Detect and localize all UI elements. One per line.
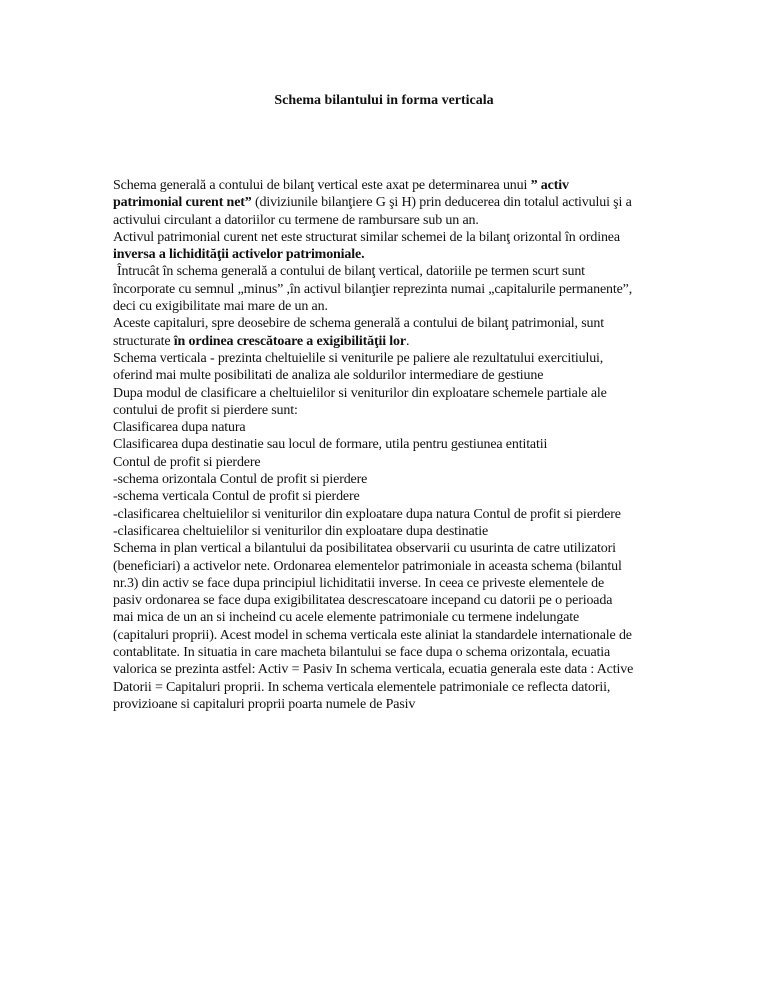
text-run: -schema verticala Contul de profit si pierdere — [113, 489, 360, 505]
paragraph-p4 — [113, 315, 635, 350]
paragraph-p12 — [113, 506, 635, 523]
text-run: Aceste capitaluri, spre deosebire de schema generală a contului de bilanţ patrimonial, sunt structurate — [113, 316, 604, 349]
paragraph-p6 — [113, 385, 635, 420]
paragraph-p7 — [113, 419, 635, 436]
text-run: Contul de profit si pierdere — [113, 454, 261, 470]
text-run: Clasificarea dupa destinatie sau locul de formare, utila pentru gestiunea entitatii — [113, 437, 548, 453]
text-run: Dupa modul de clasificare a cheltuielilor si veniturilor din exploatare schemele partiale ale contului de profit si pierdere sunt: — [113, 385, 607, 418]
paragraph-p9 — [113, 454, 635, 471]
paragraph-p8 — [113, 436, 635, 453]
paragraph-p1 — [113, 177, 635, 229]
bold-text: ” activ patrimonial curent net” — [113, 178, 569, 211]
bold-text: inversa a lichidităţii activelor patrimoniale. — [113, 247, 365, 263]
paragraph-p3 — [113, 263, 635, 315]
text-run: -clasificarea cheltuielilor si veniturilor din exploatare dupa natura Contul de profit si pierdere — [113, 506, 621, 522]
text-run: Întrucât în schema generală a contului de bilanţ vertical, datoriile pe termen scurt sunt încorporate cu semnul „minus” ,în activul bilanţier reprezinta numai „capitalurile permanente”, deci cu exigibilitate mai mare de un an. — [113, 264, 633, 315]
paragraph-p5 — [113, 350, 635, 385]
text-run: -clasificarea cheltuielilor si veniturilor din exploatare dupa destinatie — [113, 523, 489, 539]
text-run: -schema orizontala Contul de profit si pierdere — [113, 472, 368, 488]
text-run: . — [405, 333, 410, 349]
text-run: (diviziunile bilanţiere G şi H) prin deducerea din totalul activului şi a activului circulant a datoriilor cu termene de rambursare sub un an. — [113, 195, 632, 228]
paragraph-p14 — [113, 540, 635, 713]
bold-text: în ordinea crescătoare a exigibilităţii lor — [173, 333, 406, 349]
document-title: Schema bilantului in forma verticala — [274, 93, 494, 108]
text-run: Schema in plan vertical a bilantului da posibilitatea observarii cu usurinta de catre utilizatori (beneficiari) a activelor nete. Ordonarea elementelor patrimoniale in aceasta schema (bilantul nr.3) din activ se face dupa principiul lichiditatii inverse. In ceea ce priveste elementele de pasiv ordonarea se face dupa exigibilitatea descrescatoare incepand cu datorii pe o perioada mai mica de un an si incheind cu acele elemente patrimoniale cu termene indelungate (capitaluri proprii). Acest model in schema verticala este aliniat la standardele internationale de contablitate. In situatia in care macheta bilantului se face dupa o schema orizontala, ecuatia valorica se prezinta astfel: Activ = Pasiv In schema verticala, ecuatia generala este data : Active Datorii = Capitaluri proprii. In schema verticala elementele patrimoniale ce reflecta datorii, provizioane si capitaluri proprii poarta numele de Pasiv — [113, 541, 634, 712]
paragraph-p13 — [113, 523, 635, 540]
document-body — [113, 177, 635, 713]
text-run: Schema generală a contului de bilanţ vertical este axat pe determinarea unui — [113, 178, 531, 193]
paragraph-p10 — [113, 471, 635, 488]
text-run: Clasificarea dupa natura — [113, 420, 246, 436]
paragraph-p11 — [113, 488, 635, 505]
paragraph-p2 — [113, 229, 635, 264]
text-run: Schema verticala - prezinta cheltuielile si veniturile pe paliere ale rezultatului exercitiului, oferind mai multe posibilitati de analiza ale soldurilor intermediare de gestiune — [113, 350, 604, 384]
text-run: Activul patrimonial curent net este structurat similar schemei de la bilanţ orizontal în ordinea — [113, 229, 620, 245]
